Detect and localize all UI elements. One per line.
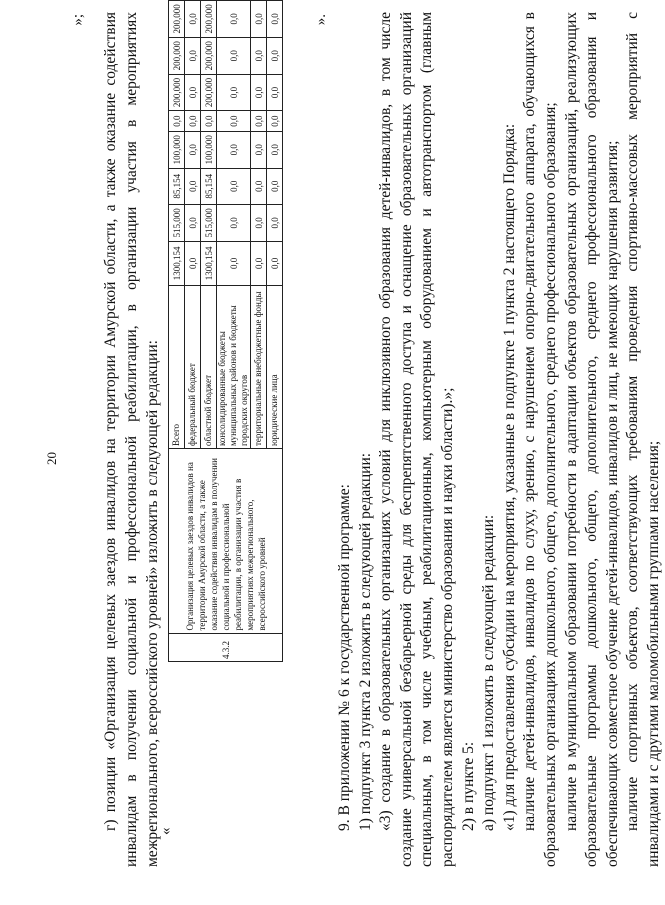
body-paragraph: наличие в муниципальном образовании потребности в адаптации объектов образовательных организаций, реализующих образовательные программы дошкольного, общего, дополнительного, среднего профессионального образования и обеспечивающих совместное обучение детей-инвалидов, инвалидов и лиц, не имеющих нарушения развития; [562,12,621,867]
amount-cell: 0,0 [185,111,201,132]
amount-cell: 0,0 [185,241,201,285]
amount-cell: 0,0 [267,131,283,168]
amount-cell: 0,0 [267,204,283,241]
amount-cell: 0,0 [267,168,283,204]
amount-cell: 0,0 [217,131,251,168]
funding-source: областной бюджет [201,286,217,449]
amount-cell: 0,0 [185,37,201,74]
amount-cell: 0,0 [185,204,201,241]
amount-cell: 0,0 [217,111,251,132]
amount-cell: 0,0 [217,204,251,241]
body-paragraph: наличие спортивных объектов, соответствующих требованиям проведения спортивно-массовых мероприятий с инвалидами и с другими маломобильными группами населения; [624,12,662,867]
body-paragraph: 1) подпункт 3 пункта 2 изложить в следующей редакции: [356,452,374,831]
body-paragraph: «1) для предоставления субсидии на мероприятия, указанные в подпункте 1 пункта 2 настоящего Порядка: [500,123,518,831]
amount-cell: 0,0 [251,37,267,74]
amount-cell: 0,0 [185,1,201,38]
funding-source: территориальные внебюджетные фонды [251,286,267,449]
amount-cell: 200,000 [169,37,185,74]
item-number: 4.3.2 [169,633,283,661]
amount-cell: 0,0 [217,74,251,111]
item-name: Организация целевых заездов инвалидов на территории Амурской области, а также оказание содействия инвалидам в получении социальной и профессиональной реабилитации, в организации участия в мероприятиях межрегионального, всероссийского уровней [169,449,283,634]
amount-cell: 85,154 [169,168,185,204]
amount-cell: 100,000 [169,131,185,168]
body-paragraph: наличие детей-инвалидов, инвалидов по слуху, зрению, с нарушением опорно-двигательного аппарата, обучающихся в образовательных организациях дошкольного, общего, дополнительного, среднего профессионального образования; [521,12,559,867]
amount-cell: 0,0 [267,241,283,285]
amount-cell: 515,000 [201,204,217,241]
amount-cell: 0,0 [251,168,267,204]
amount-cell: 85,154 [201,168,217,204]
funding-table [168,0,283,662]
subsection-g-paragraph: г) позиции «Организация целевых заездов инвалидов на территории Амурской области, а также оказание содействия инвалидам в получении социальной и профессиональной реабилитации, в организации участия в мероприятиях межрегионального, всероссийского уровней» изложить в следующей редакции: [102,12,161,867]
table-closing-quote: ». [313,14,329,26]
amount-cell: 100,000 [201,131,217,168]
amount-cell: 0,0 [217,1,251,38]
amount-cell: 1300,154 [201,241,217,285]
amount-cell: 0,0 [201,111,217,132]
amount-cell: 0,0 [267,1,283,38]
amount-cell: 0,0 [251,131,267,168]
amount-cell: 0,0 [185,74,201,111]
amount-cell: 0,0 [267,37,283,74]
amount-cell: 200,000 [201,1,217,38]
amount-cell: 0,0 [251,241,267,285]
opening-quote: « [158,827,174,835]
funding-source: консолидированные бюджеты муниципальных районов и бюджеты городских округов [217,286,251,449]
body-paragraph: 2) в пункте 5: [459,741,477,831]
amount-cell: 0,0 [217,37,251,74]
funding-source: Всего [169,286,185,449]
amount-cell: 0,0 [251,204,267,241]
funding-source: федеральный бюджет [185,286,201,449]
body-paragraph: «3) создание в образовательных организациях условий для инклюзивного образования детей-инвалидов, в том числе создание универсальной безбарьерной среды для беспрепятственного доступа и оснащение образовательных организаций специальным, в том числе учебным, реабилитационным, компьютерным оборудованием и автотранспортом (главным распорядителем является министерство образования и науки области).»; [377,12,456,867]
table-row [169,1,185,662]
amount-cell: 1300,154 [169,241,185,285]
amount-cell: 0,0 [169,111,185,132]
amount-cell: 0,0 [217,241,251,285]
closing-quote: »; [70,14,86,26]
page-number: 20 [44,452,59,465]
document-body [335,12,665,867]
amount-cell: 200,000 [169,1,185,38]
amount-cell: 0,0 [217,168,251,204]
amount-cell: 200,000 [169,74,185,111]
amount-cell: 0,0 [251,74,267,111]
amount-cell: 200,000 [201,37,217,74]
amount-cell: 200,000 [201,74,217,111]
amount-cell: 0,0 [267,111,283,132]
amount-cell: 0,0 [185,131,201,168]
amount-cell: 0,0 [267,74,283,111]
amount-cell: 0,0 [251,1,267,38]
body-paragraph: 9. В приложении № 6 к государственной программе: [336,484,353,831]
amount-cell: 515,000 [169,204,185,241]
amount-cell: 0,0 [251,111,267,132]
body-paragraph: а) подпункт 1 изложить в следующей редакции: [480,514,498,831]
amount-cell: 0,0 [185,168,201,204]
funding-source: юридические лица [267,286,283,449]
